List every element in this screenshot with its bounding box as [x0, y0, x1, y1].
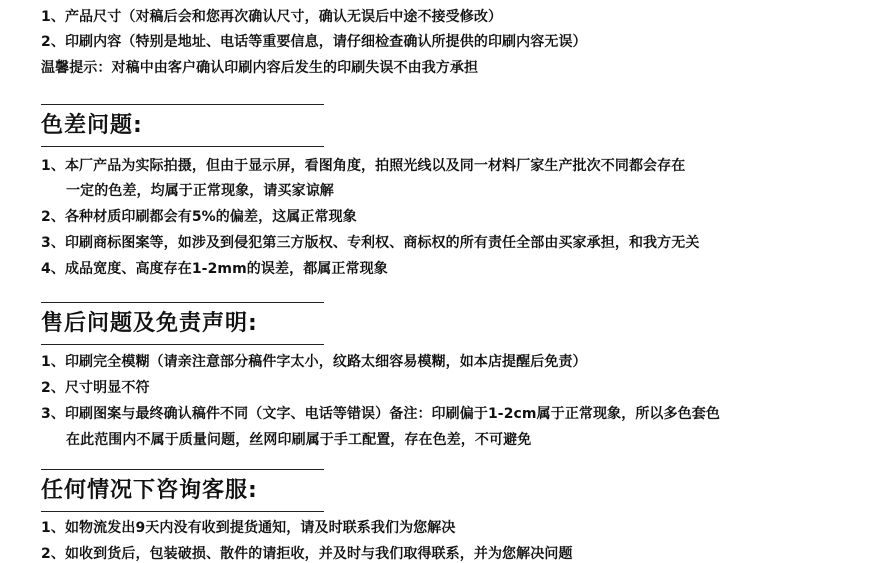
- list-item: 1、本厂产品为实际拍摄，但由于显示屏，看图角度，拍照光线以及同一材料厂家生产批次不同都会存在: [41, 158, 686, 174]
- list-item: 3、印刷商标图案等，如涉及到侵犯第三方版权、专利权、商标权的所有责任全部由买家承担，和我方无关: [41, 235, 700, 251]
- list-item: 2、如收到货后，包装破损、散件的请拒收，并及时与我们取得联系，并为您解决问题: [41, 546, 573, 562]
- list-item: 2、各种材质印刷都会有5%的偏差，这属正常现象: [41, 209, 357, 225]
- section-divider: [41, 469, 324, 470]
- section-title-color-difference: 色差问题:: [41, 113, 143, 138]
- section-divider: [41, 511, 324, 512]
- list-item: 1、印刷完全模糊（请亲注意部分稿件字太小，纹路太细容易模糊，如本店提醒后免责）: [41, 354, 587, 370]
- intro-line-tip: 温馨提示：对稿中由客户确认印刷内容后发生的印刷失误不由我方承担: [41, 60, 479, 76]
- section-title-after-sales: 售后问题及免责声明:: [41, 311, 258, 336]
- list-item: 4、成品宽度、高度存在1-2mm的误差，都属正常现象: [41, 261, 388, 277]
- list-item: 1、如物流发出9天内没有收到提货通知，请及时联系我们为您解决: [41, 520, 456, 536]
- list-item: 2、尺寸明显不符: [41, 380, 150, 396]
- section-divider: [41, 302, 324, 303]
- list-item: 3、印刷图案与最终确认稿件不同（文字、电话等错误）备注：印刷偏于1-2cm属于正常现象，所以多色套色: [41, 406, 720, 422]
- section-divider: [41, 104, 324, 105]
- intro-line-content: 2、印刷内容（特别是地址、电话等重要信息，请仔细检查确认所提供的印刷内容无误）: [41, 34, 587, 50]
- section-title-customer-service: 任何情况下咨询客服:: [41, 478, 258, 503]
- list-item-continuation: 在此范围内不属于质量问题，丝网印刷属于手工配置，存在色差，不可避免: [66, 432, 532, 448]
- section-divider: [41, 344, 324, 345]
- list-item-continuation: 一定的色差，均属于正常现象，请买家谅解: [66, 183, 334, 199]
- intro-line-size: 1、产品尺寸（对稿后会和您再次确认尺寸，确认无误后中途不接受修改）: [41, 9, 503, 25]
- section-divider: [41, 146, 324, 147]
